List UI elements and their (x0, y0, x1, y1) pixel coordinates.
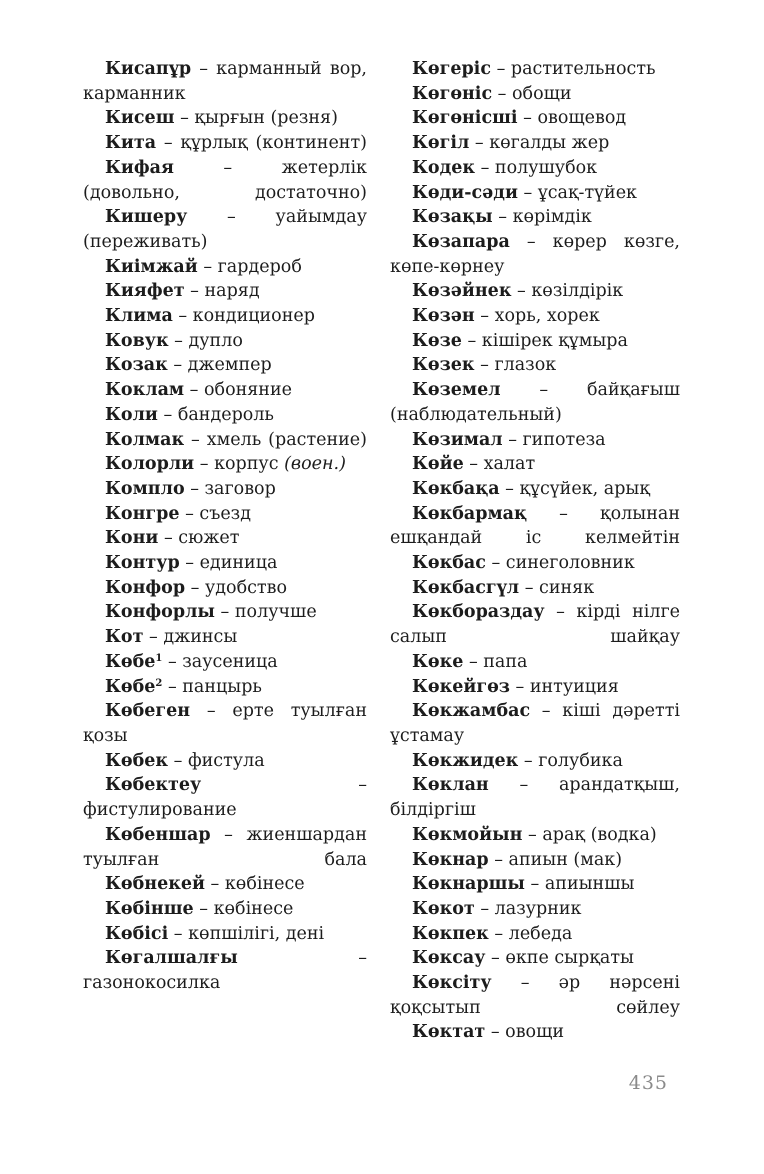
dictionary-entry: Кияфет – наряд (105, 281, 260, 302)
headword-text: Көкнар (412, 849, 489, 870)
dictionary-entry: Конфор – удобство (105, 577, 287, 598)
entry-headword (105, 380, 184, 400)
headword-text: Колорли (105, 454, 195, 475)
headword-text: Кисапұр (105, 59, 192, 79)
dictionary-entry: Көбеген – ерте туылған қозы (83, 701, 367, 746)
dictionary-entry: Көбек – фистула (105, 750, 265, 771)
entry-headword (105, 677, 162, 697)
entry-definition: удобство (204, 577, 287, 598)
entry-definition: фистула (187, 750, 265, 771)
headword-text: Көзақы (412, 207, 493, 228)
entry-headword (412, 825, 522, 845)
dictionary-entry: Көбеншар – жиеншардан туылған бала (83, 824, 367, 870)
dictionary-entry: Көземел – байқағыш (наблюдательный) (390, 380, 680, 425)
headword-text: Көгеріс (412, 59, 491, 79)
entry-definition: арандатқыш, білдіргіш (390, 775, 680, 821)
entry-headword (412, 652, 463, 672)
dictionary-entry: Көгөнісші – овощевод (412, 108, 627, 129)
entry-headword (412, 207, 493, 227)
dictionary-entry: Конфорлы – получше (105, 602, 317, 623)
dictionary-entry: Көкпек – лебеда (412, 923, 573, 944)
headword-text: Конгре (105, 503, 180, 524)
headword-text: Көкбас (412, 553, 486, 574)
entry-definition: интуиция (529, 676, 619, 697)
entry-definition: ерте туылған қозы (83, 701, 367, 746)
entry-definition: арақ (водка) (542, 824, 657, 845)
entry-headword (105, 430, 184, 450)
entry-headword (105, 775, 201, 795)
entry-headword (412, 948, 485, 968)
entry-definition: глазок (494, 355, 557, 376)
dictionary-entry: Кони – сюжет (105, 528, 240, 549)
entry-definition: көбінесе (213, 898, 294, 919)
dictionary-entry: Көксау – өкпе сырқаты (412, 948, 634, 969)
headword-text: Клима (105, 306, 173, 327)
entry-headword (105, 899, 194, 919)
entry-headword (105, 553, 180, 573)
headword-text: Кифая (105, 157, 174, 178)
dictionary-entry: Кита – құрлық (континент) (105, 133, 367, 154)
entry-headword (105, 504, 180, 524)
headword-text: Көйе (412, 454, 464, 475)
dictionary-entry: Клима – кондиционер (105, 306, 315, 327)
headword-text: Ковук (105, 330, 169, 351)
headword-text: Конфор (105, 577, 186, 598)
entry-definition: көзілдірік (531, 281, 624, 302)
headword-text: Коли (105, 404, 158, 425)
headword-text: Кисеш (105, 108, 175, 129)
entry-definition: көбінесе (224, 874, 305, 895)
entry-headword (412, 430, 503, 450)
entry-headword (105, 108, 175, 128)
headword-text: Көзимал (412, 429, 503, 450)
dictionary-entry: Көкбас – синеголовник (412, 553, 635, 574)
dictionary-entry: Көкнаршы – апиыншы (412, 874, 635, 895)
homonym-number: 2 (155, 677, 163, 689)
entry-headword (105, 924, 168, 944)
entry-definition: ұсақ-түйек (537, 182, 637, 203)
entry-headword (412, 281, 511, 301)
entry-definition: жетерлік (довольно, достаточно) (83, 157, 367, 203)
headword-text: Конфорлы (105, 602, 215, 623)
entry-definition: лазурник (494, 898, 582, 919)
entry-headword (412, 331, 462, 351)
entry-definition: получше (234, 602, 317, 623)
entry-headword (412, 479, 500, 499)
entry-definition: заусеница (182, 651, 278, 672)
entry-headword (412, 1022, 485, 1042)
headword-text: Көбектеу (105, 775, 202, 796)
entry-definition: жиеншардан туылған бала (83, 824, 367, 870)
headword-text: Көзән (412, 306, 475, 327)
entry-definition: корпус (214, 454, 279, 475)
entry-definition: хмель (растение) (206, 429, 367, 450)
dictionary-entry: Көзән – хорь, хорек (412, 306, 600, 327)
headword-text: Көбеген (105, 701, 191, 722)
entry-headword (412, 183, 518, 203)
entry-definition: газонокосилка (83, 973, 221, 994)
entry-definition: растительность (510, 59, 656, 79)
entry-headword (412, 677, 510, 697)
entry-definition: халат (483, 454, 536, 475)
entry-headword (105, 701, 190, 721)
entry-definition: овощевод (537, 108, 627, 129)
headword-text: Көктат (412, 1022, 486, 1043)
headword-text: Кони (105, 528, 159, 549)
entry-definition: овощи (505, 1022, 565, 1043)
entry-headword (412, 602, 545, 622)
headword-text: Көзапара (412, 231, 510, 252)
entry-definition: қолынан ешқандай іс келмейтін (390, 503, 680, 549)
dictionary-entry: Көзәйнек – көзілдірік (412, 281, 624, 302)
entry-headword (105, 825, 211, 845)
dictionary-entry: Кифая – жетерлік (довольно, достаточно) (83, 157, 367, 203)
headword-text: Көкнаршы (412, 874, 525, 895)
entry-definition: джинсы (163, 627, 238, 648)
dictionary-entry: Ковук – дупло (105, 330, 243, 351)
entry-headword (105, 257, 198, 277)
headword-text: Коклам (105, 380, 185, 401)
dictionary-entry: Көгалшалғы – газонокосилка (83, 948, 367, 994)
dictionary-entry: Көйе – халат (412, 454, 536, 475)
entry-definition: гипотеза (522, 429, 606, 450)
entry-headword (412, 553, 486, 573)
entry-headword (412, 751, 518, 771)
dictionary-entry: Көкейгөз – интуиция (412, 676, 619, 697)
dictionary-entry: Кисеш – қырғын (резня) (105, 108, 338, 129)
headword-text: Көклан (412, 775, 489, 796)
headword-text: Көкпек (412, 923, 489, 944)
entry-definition: джемпер (187, 355, 272, 376)
entry-headword (105, 331, 169, 351)
headword-text: Көзәйнек (412, 281, 512, 302)
entry-headword (105, 528, 158, 548)
entry-headword (412, 108, 518, 128)
dictionary-entry: Козак – джемпер (105, 355, 272, 376)
headword-text: Көди-сәди (412, 182, 518, 203)
entry-definition: көрімдік (512, 207, 592, 228)
entry-definition: единица (199, 553, 278, 574)
entry-definition: наряд (204, 281, 260, 302)
entry-definition: байқағыш (наблюдательный) (390, 380, 680, 425)
entry-headword (412, 355, 475, 375)
dictionary-entry: Компло – заговор (105, 478, 276, 499)
dictionary-entry: Көкжамбас – кіші дәретті ұстамау (390, 701, 680, 746)
dictionary-entry: Көзапара – көрер көзге, көпе-көрнеу (390, 231, 680, 277)
entry-definition: өкпе сырқаты (505, 948, 634, 969)
entry-definition: синяк (539, 577, 595, 598)
headword-text: Козак (105, 355, 168, 376)
entry-headword (412, 380, 501, 400)
dictionary-entry: Көкбармақ – қолынан ешқандай іс келмейтін (390, 503, 680, 549)
dictionary-entry: Кот – джинсы (105, 627, 238, 648)
entry-definition: қырғын (резня) (194, 108, 338, 129)
headword-text: Көгіл (412, 133, 470, 154)
headword-text: Көбек (105, 750, 169, 771)
headword-text: Көземел (412, 380, 501, 401)
headword-text: Көбеншар (105, 824, 211, 845)
dictionary-entry: Көкбасгүл – синяк (412, 577, 595, 598)
entry-headword (105, 627, 143, 647)
dictionary-entry: Көкот – лазурник (412, 898, 582, 919)
right-column (390, 57, 680, 1045)
headword-text: Кишеру (105, 207, 188, 228)
entry-headword (412, 874, 525, 894)
headword-text: Көкмойын (412, 824, 523, 845)
entry-definition: дупло (188, 330, 243, 351)
dictionary-entry: Көзек – глазок (412, 355, 557, 376)
headword-text: Көксау (412, 948, 486, 969)
entry-definition: құрлық (континент) (180, 133, 367, 154)
entry-definition: панцырь (182, 676, 262, 697)
headword-text: Көкжидек (412, 750, 519, 771)
entry-headword (412, 59, 491, 79)
headword-text: Көкейгөз (412, 676, 510, 697)
entry-headword (412, 578, 519, 598)
dictionary-entry: Кодек – полушубок (412, 157, 598, 178)
dictionary-entry: Көзе – кішірек құмыра (412, 330, 628, 351)
entry-headword (412, 84, 492, 104)
headword-text: Көкбораздау (412, 602, 545, 623)
entry-headword (412, 454, 464, 474)
headword-text: Көбе (105, 676, 156, 697)
headword-text: Компло (105, 478, 185, 499)
dictionary-entry: Көбісі – көпшілігі, дені (105, 923, 325, 944)
dictionary-entry: Көкбораздау – кірді нілге салып шайқау (390, 602, 680, 648)
headword-text: Көзе (412, 330, 462, 351)
dictionary-entry: Көкмойын – арақ (водка) (412, 824, 657, 845)
entry-definition: полушубок (494, 157, 598, 178)
dictionary-entry: Көгөніс – обощи (412, 83, 572, 104)
entry-definition: хорь, хорек (494, 306, 600, 327)
page-number: 435 (628, 1072, 668, 1094)
dictionary-entry: Көке – папа (412, 651, 528, 672)
dictionary-entry: Көбнекей – көбінесе (105, 874, 305, 895)
entry-definition: лебеда (508, 923, 573, 944)
headword-text: Кодек (412, 157, 476, 178)
headword-text: Көгөнісші (412, 108, 518, 129)
entry-definition: кішірек құмыра (481, 330, 628, 351)
entry-definition: фистулирование (83, 800, 237, 821)
dictionary-entry: Көбінше – көбінесе (105, 898, 294, 919)
entry-headword (105, 158, 174, 178)
headword-text: Колмак (105, 429, 185, 450)
entry-headword (105, 405, 158, 425)
entry-definition: көрер көзге, көпе-көрнеу (390, 231, 680, 277)
dictionary-entry: Колмак – хмель (растение) (105, 429, 367, 450)
dictionary-entry: Конгре – съезд (105, 503, 252, 524)
entry-definition: кіші дәретті ұстамау (390, 701, 680, 746)
entry-headword (105, 652, 162, 672)
entry-headword (105, 281, 185, 301)
dictionary-entry: Көгеріс – растительность (412, 59, 656, 79)
headword-text: Көгөніс (412, 83, 493, 104)
headword-text: Көбісі (105, 923, 169, 944)
dictionary-entry: Көбе$^2$ – панцырь (105, 676, 262, 697)
headword-text: Көке (412, 651, 464, 672)
entry-headword (412, 306, 475, 326)
entry-definition: уайымдау (переживать) (83, 207, 367, 252)
headword-text: Кияфет (105, 281, 185, 302)
entry-headword (105, 479, 185, 499)
entry-headword (412, 133, 469, 153)
usage-note: (воен.) (284, 454, 346, 475)
dictionary-entry: Көкнар – апиын (мак) (412, 849, 623, 870)
entry-headword (412, 850, 489, 870)
headword-text: Кита (105, 133, 157, 154)
entry-definition: әр нәрсені қоқсытып сөйлеу (390, 973, 680, 1018)
entry-headword (105, 355, 168, 375)
headword-text: Көкжамбас (412, 701, 531, 722)
entry-definition: карманный вор, карманник (83, 59, 367, 104)
entry-definition: сюжет (178, 528, 240, 549)
dictionary-entry: Көгіл – көгалды жер (412, 133, 610, 154)
headword-text: Көбе (105, 651, 156, 672)
dictionary-entry: Кисапұр – карманный вор, карманник (83, 59, 367, 104)
entry-headword (105, 454, 194, 474)
dictionary-entry: Көктат – овощи (412, 1022, 565, 1043)
headword-text: Көкбасгүл (412, 577, 520, 598)
dictionary-entry: Кишеру – уайымдау (переживать) (83, 207, 367, 252)
dictionary-entry: Көбе$^1$ – заусеница (105, 651, 278, 672)
headword-text: Киімжай (105, 256, 198, 277)
headword-text: Көгалшалғы (105, 948, 238, 969)
entry-definition: кірді нілге салып шайқау (390, 602, 680, 648)
dictionary-entry: Контур – единица (105, 553, 278, 574)
entry-headword (105, 133, 156, 153)
entry-definition: апиыншы (544, 874, 635, 895)
entry-definition: синеголовник (505, 553, 635, 574)
entry-headword (412, 924, 489, 944)
dictionary-entry: Көкбақа – құсүйек, арық (412, 478, 650, 499)
dictionary-entry: Киімжай – гардероб (105, 256, 302, 277)
headword-text: Көбнекей (105, 874, 205, 895)
headword-text: Көзек (412, 355, 475, 376)
dictionary-entry: Көкжидек – голубика (412, 750, 623, 771)
dictionary-entry: Колорли – корпус (воен.) (105, 454, 346, 475)
left-column (83, 57, 367, 996)
entry-headword (412, 899, 475, 919)
dictionary-entry: Көклан – арандатқыш, білдіргіш (390, 775, 680, 821)
headword-text: Көкбақа (412, 478, 500, 499)
entry-definition: папа (483, 651, 528, 672)
entry-headword (105, 306, 173, 326)
entry-definition: апиын (мак) (508, 849, 623, 870)
entry-headword (412, 775, 489, 795)
dictionary-entry: Көксіту – әр нәрсені қоқсытып сөйлеу (390, 973, 680, 1018)
entry-headword (412, 232, 510, 252)
dictionary-entry: Коклам – обоняние (105, 380, 292, 401)
entry-definition: гардероб (217, 256, 302, 277)
dictionary-entry: Көзақы – көрімдік (412, 207, 592, 228)
headword-text: Көбінше (105, 898, 194, 919)
headword-text: Кот (105, 627, 144, 648)
entry-headword (412, 158, 475, 178)
entry-headword (412, 701, 530, 721)
entry-headword (105, 948, 238, 968)
entry-definition: обоняние (204, 380, 292, 401)
dictionary-entry: Көбектеу – фистулирование (83, 775, 367, 821)
entry-definition: съезд (199, 503, 252, 524)
entry-headword (105, 874, 205, 894)
entry-headword (412, 973, 492, 993)
headword-text: Контур (105, 553, 180, 574)
headword-text: Көксіту (412, 973, 492, 994)
entry-definition: голубика (538, 750, 623, 771)
entry-definition: құсүйек, арық (519, 478, 650, 499)
dictionary-entry: Көзимал – гипотеза (412, 429, 606, 450)
entry-headword (105, 602, 215, 622)
entry-definition: көгалды жер (489, 133, 610, 154)
headword-text: Көкбармақ (412, 503, 528, 524)
entry-headword (105, 578, 185, 598)
headword-text: Көкот (412, 898, 475, 919)
homonym-number: 1 (155, 652, 163, 664)
entry-definition: көпшілігі, дені (188, 923, 325, 944)
entry-headword (105, 59, 191, 79)
dictionary-entry: Коли – бандероль (105, 404, 274, 425)
entry-headword (105, 751, 168, 771)
entry-definition: заговор (204, 478, 276, 499)
entry-definition: обощи (512, 83, 572, 104)
entry-headword (105, 207, 187, 227)
dictionary-entry: Көди-сәди – ұсақ-түйек (412, 182, 637, 203)
entry-definition: кондиционер (192, 306, 315, 327)
entry-headword (412, 504, 527, 524)
entry-definition: бандероль (177, 404, 274, 425)
